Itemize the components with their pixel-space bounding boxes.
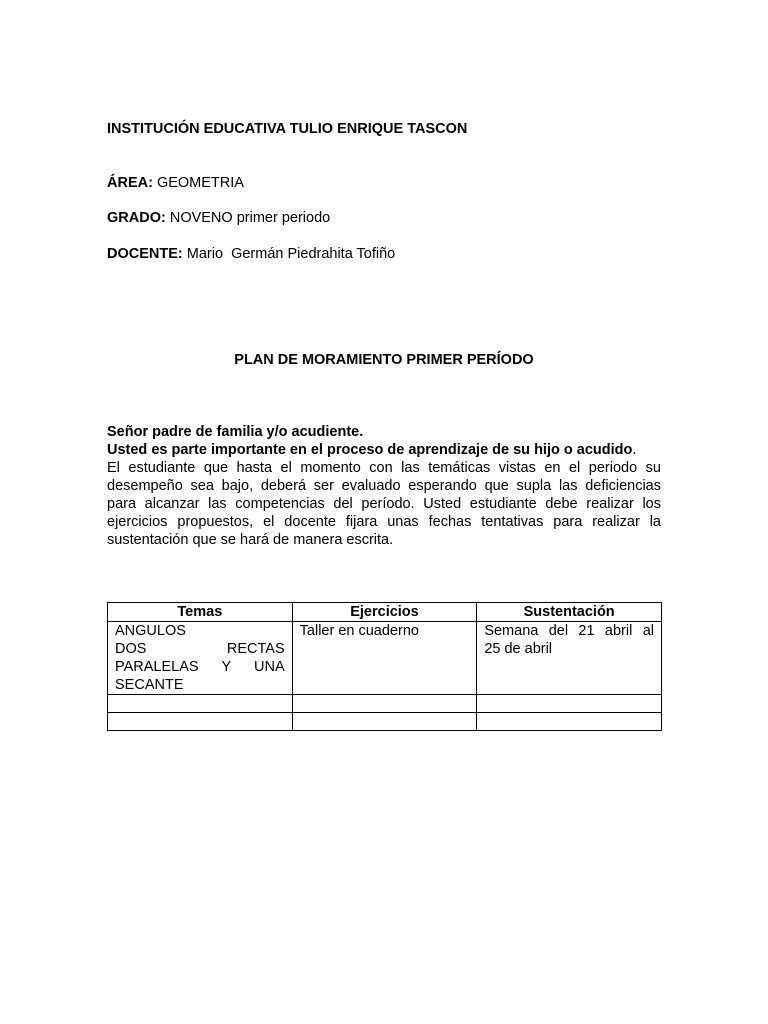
area-label: ÁREA: xyxy=(107,175,153,191)
area-line xyxy=(107,174,244,192)
docente-line xyxy=(107,245,395,263)
instructions-line: ejercicios propuestos, el docente fijara unas fechas tentativas para realizar la xyxy=(107,514,661,530)
ejercicios-text: Taller en cuaderno xyxy=(299,623,419,639)
instructions-line: para alcanzar las competencias del período. Usted estudiante debe realizar los xyxy=(107,496,661,512)
docente-label: DOCENTE: xyxy=(107,246,183,262)
instructions-line: El estudiante que hasta el momento con las temáticas vistas en el periodo su xyxy=(107,460,661,476)
instructions-paragraph xyxy=(107,459,661,549)
importance-text: Usted es parte importante en el proceso de aprendizaje de su hijo o acudido xyxy=(107,442,633,458)
cell-temas xyxy=(108,622,293,695)
header-temas: Temas xyxy=(108,603,293,622)
table-header-row xyxy=(108,603,662,622)
table-row-empty xyxy=(108,695,662,713)
temas-line: DOS RECTAS xyxy=(115,641,285,657)
header-sustentacion: Sustentación xyxy=(477,603,662,622)
plan-table xyxy=(107,602,662,731)
table-row xyxy=(108,622,662,695)
greeting: Señor padre de familia y/o acudiente. xyxy=(107,424,364,440)
temas-line: ANGULOS xyxy=(115,623,186,639)
empty-cell xyxy=(477,695,662,713)
grado-value: NOVENO primer periodo xyxy=(169,210,331,226)
docente-value: Mario Germán Piedrahita Tofiño xyxy=(186,246,396,262)
plan-title: PLAN DE MORAMIENTO PRIMER PERÍODO xyxy=(234,352,534,368)
cell-sustentacion xyxy=(477,622,662,695)
header-ejercicios: Ejercicios xyxy=(292,603,477,622)
institution-name: INSTITUCIÓN EDUCATIVA TULIO ENRIQUE TASCON xyxy=(107,121,468,137)
instructions-line: desempeño sea bajo, deberá ser evaluado esperando que supla las deficiencias xyxy=(107,478,661,494)
grado-line xyxy=(107,209,330,227)
empty-cell xyxy=(292,695,477,713)
grado-label: GRADO: xyxy=(107,210,166,226)
empty-cell xyxy=(292,713,477,731)
area-value: GEOMETRIA xyxy=(156,175,244,191)
temas-line: SECANTE xyxy=(115,677,184,693)
temas-line: PARALELAS Y UNA xyxy=(115,659,285,675)
instructions-line: sustentación que se hará de manera escrita. xyxy=(107,532,394,548)
importance-line xyxy=(107,441,636,459)
empty-cell xyxy=(108,713,293,731)
cell-ejercicios xyxy=(292,622,477,695)
empty-cell xyxy=(477,713,662,731)
empty-cell xyxy=(108,695,293,713)
importance-period: . xyxy=(632,442,637,458)
sustentacion-line: 25 de abril xyxy=(484,641,553,657)
table-row-empty xyxy=(108,713,662,731)
sustentacion-line: Semana del 21 abril al xyxy=(484,623,654,639)
